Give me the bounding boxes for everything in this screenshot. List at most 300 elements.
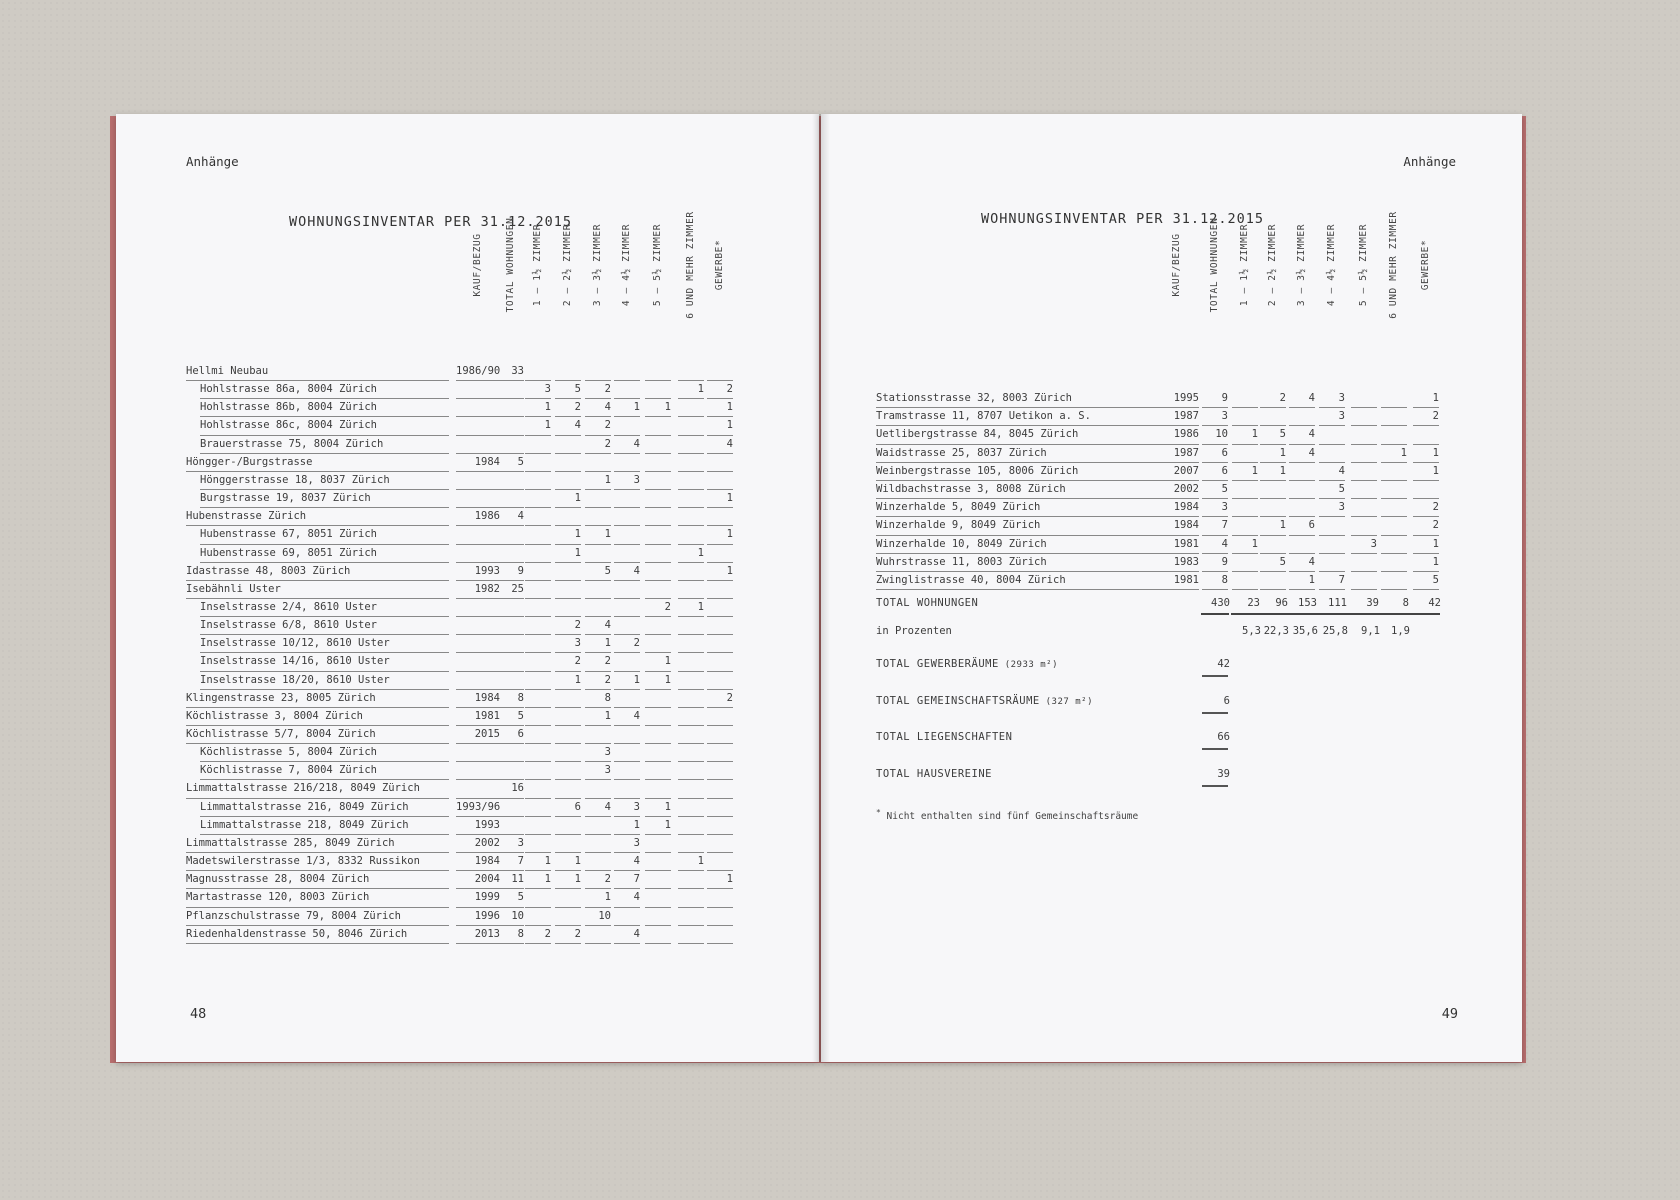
right-page: [821, 114, 1522, 1062]
cell-rule: [645, 598, 671, 599]
cell-rule: [1155, 425, 1199, 426]
row-label: Hubenstrasse 69, 8051 Zürich: [200, 546, 378, 559]
row-rule: [200, 634, 449, 635]
table-cell: 25: [511, 582, 524, 595]
cell-rule: [1232, 498, 1258, 499]
table-cell: 1: [574, 673, 581, 686]
cell-rule: [1381, 462, 1407, 463]
table-cell: 1982: [474, 582, 500, 595]
cell-rule: [1260, 444, 1286, 445]
cell-rule: [707, 798, 733, 799]
cell-rule: [456, 761, 500, 762]
cell-rule: [614, 743, 640, 744]
cell-rule: [555, 435, 581, 436]
cell-rule: [585, 380, 611, 381]
cell-rule: [585, 743, 611, 744]
cell-rule: [498, 380, 524, 381]
table-cell: 4: [1308, 446, 1315, 459]
table-cell: 6: [1221, 464, 1228, 477]
table-cell: 6: [1308, 519, 1315, 532]
table-cell: 5: [604, 564, 611, 577]
cell-rule: [645, 925, 671, 926]
cell-rule: [525, 907, 551, 908]
cell-rule: [555, 634, 581, 635]
cell-rule: [1260, 407, 1286, 408]
page-number: 48: [190, 1006, 207, 1022]
cell-rule: [555, 380, 581, 381]
summary-value: 66: [1217, 731, 1230, 744]
row-label: Limmattalstrasse 218, 8049 Zürich: [200, 818, 409, 831]
cell-rule: [614, 925, 640, 926]
table-cell: 4: [633, 437, 640, 450]
cell-rule: [585, 816, 611, 817]
cell-rule: [1289, 480, 1315, 481]
cell-rule: [1319, 480, 1345, 481]
cell-rule: [555, 943, 581, 944]
table-cell: 1: [544, 419, 551, 432]
cell-rule: [525, 471, 551, 472]
table-cell: 2: [633, 637, 640, 650]
row-rule: [186, 870, 449, 871]
table-cell: 2015: [474, 728, 500, 740]
cell-rule: [1381, 553, 1407, 554]
cell-rule: [585, 471, 611, 472]
cell-rule: [614, 453, 640, 454]
row-label: Magnusstrasse 28, 8004 Zürich: [186, 873, 370, 886]
table-cell: 1993/96: [456, 800, 501, 813]
cell-rule: [498, 852, 524, 853]
cell-rule: [498, 525, 524, 526]
table-cell: 1: [664, 673, 671, 686]
row-rule: [186, 907, 449, 908]
row-label: Inselstrasse 6/8, 8610 Uster: [200, 619, 378, 632]
cell-rule: [707, 834, 733, 835]
cell-rule: [498, 652, 524, 653]
summary-value: 6: [1223, 694, 1230, 707]
cell-rule: [1155, 535, 1199, 536]
table-cell: 5: [1432, 574, 1439, 586]
cell-rule: [707, 888, 733, 889]
table-cell: 10: [511, 909, 524, 922]
cell-rule: [645, 380, 671, 381]
cell-rule: [555, 707, 581, 708]
cell-rule: [614, 416, 640, 417]
cell-rule: [456, 380, 500, 381]
column-header: KAUF/BEZUG: [1171, 233, 1182, 297]
cell-rule: [585, 435, 611, 436]
row-label: Hubenstrasse 67, 8051 Zürich: [200, 528, 378, 541]
cell-rule: [456, 870, 500, 871]
table-cell: 1: [726, 492, 733, 505]
cell-rule: [645, 761, 671, 762]
cell-rule: [707, 580, 733, 581]
cell-rule: [678, 943, 704, 944]
cell-rule: [498, 743, 524, 744]
table-cell: 2: [1432, 501, 1439, 514]
cell-rule: [1232, 425, 1258, 426]
cell-rule: [555, 834, 581, 835]
cell-rule: [555, 779, 581, 780]
table-cell: 1: [604, 528, 611, 541]
cell-rule: [555, 798, 581, 799]
cell-rule: [645, 398, 671, 399]
row-rule: [200, 761, 449, 762]
row-label: Hellmi Neubau: [186, 365, 269, 377]
cell-rule: [498, 416, 524, 417]
cell-rule: [645, 416, 671, 417]
total-cell: 430: [1211, 597, 1230, 610]
row-rule: [200, 834, 449, 835]
row-rule: [876, 498, 1159, 499]
cell-rule: [456, 707, 500, 708]
table-cell: 1: [574, 546, 581, 559]
cell-rule: [498, 689, 524, 690]
table-cell: 1: [1251, 464, 1258, 477]
table-cell: 1: [1432, 392, 1439, 404]
column-header: TOTAL WOHNUNGEN: [505, 217, 516, 313]
table-cell: 4: [1308, 392, 1315, 404]
cell-rule: [555, 671, 581, 672]
row-label: Wildbachstrasse 3, 8008 Zürich: [876, 483, 1066, 495]
row-label: Martastrasse 120, 8003 Zürich: [186, 891, 370, 904]
row-rule: [200, 816, 449, 817]
cell-rule: [614, 398, 640, 399]
cell-rule: [1260, 498, 1286, 499]
cell-rule: [1232, 462, 1258, 463]
row-label: Höngger-/Burgstrasse: [186, 455, 313, 468]
cell-rule: [614, 562, 640, 563]
cell-rule: [1381, 535, 1407, 536]
table-cell: 10: [1215, 428, 1228, 441]
percent-cell: 25,8: [1322, 625, 1348, 638]
cell-rule: [1232, 589, 1258, 590]
cell-rule: [678, 580, 704, 581]
cell-rule: [555, 689, 581, 690]
cell-rule: [498, 616, 524, 617]
row-rule: [200, 507, 449, 508]
table-cell: 4: [633, 855, 640, 868]
table-cell: 2: [726, 691, 733, 704]
row-label: Burgstrasse 19, 8037 Zürich: [200, 492, 371, 505]
cell-rule: [1413, 480, 1439, 481]
cell-rule: [1351, 516, 1377, 517]
cell-rule: [1260, 571, 1286, 572]
table-cell: 1: [664, 655, 671, 668]
cell-rule: [555, 489, 581, 490]
cell-rule: [707, 743, 733, 744]
cell-rule: [678, 616, 704, 617]
cell-rule: [707, 671, 733, 672]
table-cell: 2: [604, 873, 611, 886]
running-head: Anhänge: [186, 154, 239, 169]
total-cell: 42: [1428, 597, 1441, 610]
row-label: Köchlistrasse 3, 8004 Zürich: [186, 709, 364, 722]
cell-rule: [585, 671, 611, 672]
cell-rule: [585, 798, 611, 799]
cell-rule: [1319, 535, 1345, 536]
table-cell: 1999: [474, 891, 500, 904]
row-rule: [876, 589, 1159, 590]
cell-rule: [585, 834, 611, 835]
total-cell: 111: [1328, 597, 1347, 610]
row-label: Zwinglistrasse 40, 8004 Zürich: [876, 574, 1066, 586]
cell-rule: [614, 489, 640, 490]
cell-rule: [1351, 462, 1377, 463]
table-cell: 8: [517, 927, 524, 940]
table-cell: 3: [604, 746, 611, 759]
cell-rule: [1351, 425, 1377, 426]
cell-rule: [1381, 589, 1407, 590]
table-cell: 1996: [474, 909, 500, 922]
table-cell: 4: [604, 800, 611, 813]
summary-label: TOTAL GEMEINSCHAFTSRÄUME (327 m²): [876, 694, 1093, 707]
cell-rule: [585, 943, 611, 944]
row-rule: [200, 671, 449, 672]
cell-rule: [525, 689, 551, 690]
summary-rule: [1202, 785, 1228, 787]
cell-rule: [1413, 571, 1439, 572]
cell-rule: [1289, 462, 1315, 463]
cell-rule: [678, 725, 704, 726]
cell-rule: [585, 888, 611, 889]
cell-rule: [555, 616, 581, 617]
table-cell: 4: [517, 510, 524, 523]
cell-rule: [498, 725, 524, 726]
cell-rule: [456, 943, 500, 944]
cell-rule: [707, 398, 733, 399]
row-label: Tramstrasse 11, 8707 Uetikon a. S.: [876, 410, 1091, 423]
page-number: 49: [1441, 1006, 1458, 1022]
table-cell: 4: [633, 927, 640, 940]
left-page: [116, 114, 819, 1062]
column-header: GEWERBE*: [1420, 239, 1431, 291]
cell-rule: [614, 652, 640, 653]
table-cell: 8: [1221, 574, 1228, 586]
cell-rule: [614, 507, 640, 508]
cell-rule: [585, 870, 611, 871]
cell-rule: [678, 743, 704, 744]
cell-rule: [585, 398, 611, 399]
cell-rule: [555, 907, 581, 908]
page-title: WOHNUNGSINVENTAR PER 31.12.2015: [289, 214, 572, 230]
cell-rule: [498, 562, 524, 563]
cell-rule: [498, 435, 524, 436]
table-cell: 1: [604, 891, 611, 904]
cell-rule: [585, 580, 611, 581]
cell-rule: [456, 779, 500, 780]
table-cell: 1987: [1173, 410, 1199, 423]
cell-rule: [678, 888, 704, 889]
row-label: Stationsstrasse 32, 8003 Zürich: [876, 392, 1072, 404]
cell-rule: [585, 616, 611, 617]
row-rule: [876, 444, 1159, 445]
table-cell: 1: [633, 401, 640, 414]
cell-rule: [1232, 444, 1258, 445]
cell-rule: [585, 453, 611, 454]
cell-rule: [707, 416, 733, 417]
cell-rule: [707, 652, 733, 653]
cell-rule: [1289, 407, 1315, 408]
cell-rule: [614, 907, 640, 908]
total-cell: 153: [1298, 597, 1317, 610]
cell-rule: [678, 689, 704, 690]
cell-rule: [456, 834, 500, 835]
cell-rule: [498, 671, 524, 672]
column-header: TOTAL WOHNUNGEN: [1209, 217, 1220, 313]
cell-rule: [645, 888, 671, 889]
cell-rule: [498, 816, 524, 817]
cell-rule: [498, 798, 524, 799]
table-cell: 3: [633, 836, 640, 849]
table-cell: 4: [574, 419, 581, 432]
cell-rule: [707, 489, 733, 490]
table-cell: 4: [1308, 555, 1315, 568]
cell-rule: [1260, 589, 1286, 590]
cell-rule: [456, 671, 500, 672]
cell-rule: [456, 489, 500, 490]
cell-rule: [498, 888, 524, 889]
column-header: 1 – 1½ ZIMMER: [1239, 223, 1250, 307]
row-label: Hubenstrasse Zürich: [186, 510, 307, 523]
table-cell: 1: [544, 401, 551, 414]
table-cell: 1984: [474, 455, 500, 468]
percent-cell: 35,6: [1292, 625, 1318, 638]
cell-rule: [1155, 589, 1199, 590]
cell-rule: [555, 598, 581, 599]
row-label: Inselstrasse 2/4, 8610 Uster: [200, 600, 378, 613]
cell-rule: [645, 689, 671, 690]
table-cell: 7: [1338, 574, 1345, 586]
table-cell: 1981: [1173, 574, 1199, 586]
table-cell: 1: [1251, 537, 1258, 550]
cell-rule: [678, 652, 704, 653]
cell-rule: [1232, 571, 1258, 572]
cell-rule: [555, 888, 581, 889]
total-cell: 23: [1247, 597, 1260, 610]
table-cell: 1986: [474, 510, 500, 523]
table-cell: 7: [517, 855, 524, 868]
cell-rule: [1289, 553, 1315, 554]
cell-rule: [678, 471, 704, 472]
cell-rule: [498, 907, 524, 908]
cell-rule: [1202, 516, 1228, 517]
cell-rule: [707, 761, 733, 762]
table-cell: 4: [1338, 464, 1345, 477]
book-gutter: [812, 114, 830, 1062]
cell-rule: [1232, 553, 1258, 554]
cell-rule: [498, 634, 524, 635]
cell-rule: [1413, 425, 1439, 426]
table-cell: 1: [604, 473, 611, 486]
cell-rule: [707, 943, 733, 944]
row-rule: [876, 535, 1159, 536]
cell-rule: [645, 870, 671, 871]
cell-rule: [1319, 553, 1345, 554]
cell-rule: [1202, 462, 1228, 463]
table-cell: 1981: [1173, 537, 1199, 550]
table-cell: 3: [633, 473, 640, 486]
table-cell: 1: [697, 383, 704, 396]
cell-rule: [1202, 444, 1228, 445]
cell-rule: [525, 507, 551, 508]
table-cell: 2002: [1173, 483, 1199, 495]
cell-rule: [678, 761, 704, 762]
cell-rule: [525, 416, 551, 417]
cell-rule: [555, 544, 581, 545]
table-cell: 1993: [474, 818, 500, 831]
table-cell: 1984: [1173, 501, 1199, 514]
cell-rule: [1319, 407, 1345, 408]
cell-rule: [525, 435, 551, 436]
table-cell: 3: [574, 637, 581, 650]
table-cell: 1: [726, 419, 733, 432]
table-cell: 33: [511, 365, 524, 377]
cell-rule: [1155, 516, 1199, 517]
table-cell: 1: [697, 855, 704, 868]
cell-rule: [585, 652, 611, 653]
row-rule: [186, 852, 449, 853]
cell-rule: [585, 544, 611, 545]
cell-rule: [1413, 535, 1439, 536]
table-cell: 2: [1279, 392, 1286, 404]
cell-rule: [707, 870, 733, 871]
cell-rule: [1232, 407, 1258, 408]
percent-cell: 22,3: [1263, 625, 1289, 638]
table-cell: 5: [1221, 483, 1228, 495]
table-cell: 3: [604, 764, 611, 777]
table-cell: 1: [604, 709, 611, 722]
cell-rule: [645, 798, 671, 799]
percent-cell: 1,9: [1391, 625, 1410, 638]
cell-rule: [614, 834, 640, 835]
cell-rule: [498, 761, 524, 762]
cell-rule: [678, 852, 704, 853]
table-cell: 1: [726, 873, 733, 886]
cell-rule: [525, 834, 551, 835]
row-rule: [186, 471, 449, 472]
cell-rule: [1155, 480, 1199, 481]
table-cell: 2: [604, 673, 611, 686]
cell-rule: [456, 907, 500, 908]
table-cell: 3: [517, 836, 524, 849]
cell-rule: [456, 616, 500, 617]
cell-rule: [645, 743, 671, 744]
cell-rule: [645, 907, 671, 908]
table-cell: 3: [1221, 501, 1228, 514]
cell-rule: [645, 634, 671, 635]
footnote-symbol: *: [876, 808, 881, 818]
cell-rule: [1202, 589, 1228, 590]
table-cell: 2: [726, 383, 733, 396]
cell-rule: [1319, 589, 1345, 590]
row-rule: [200, 435, 449, 436]
row-label: Köchlistrasse 5/7, 8004 Zürich: [186, 728, 376, 740]
cell-rule: [525, 580, 551, 581]
cell-rule: [498, 453, 524, 454]
table-cell: 1995: [1173, 392, 1199, 404]
cell-rule: [707, 453, 733, 454]
cell-rule: [1413, 407, 1439, 408]
cell-rule: [525, 380, 551, 381]
summary-rule: [1202, 712, 1228, 714]
row-label: Winzerhalde 5, 8049 Zürich: [876, 501, 1041, 514]
cell-rule: [614, 707, 640, 708]
row-rule: [186, 743, 449, 744]
cell-rule: [1381, 571, 1407, 572]
cell-rule: [678, 598, 704, 599]
cell-rule: [678, 816, 704, 817]
table-cell: 2: [604, 655, 611, 668]
